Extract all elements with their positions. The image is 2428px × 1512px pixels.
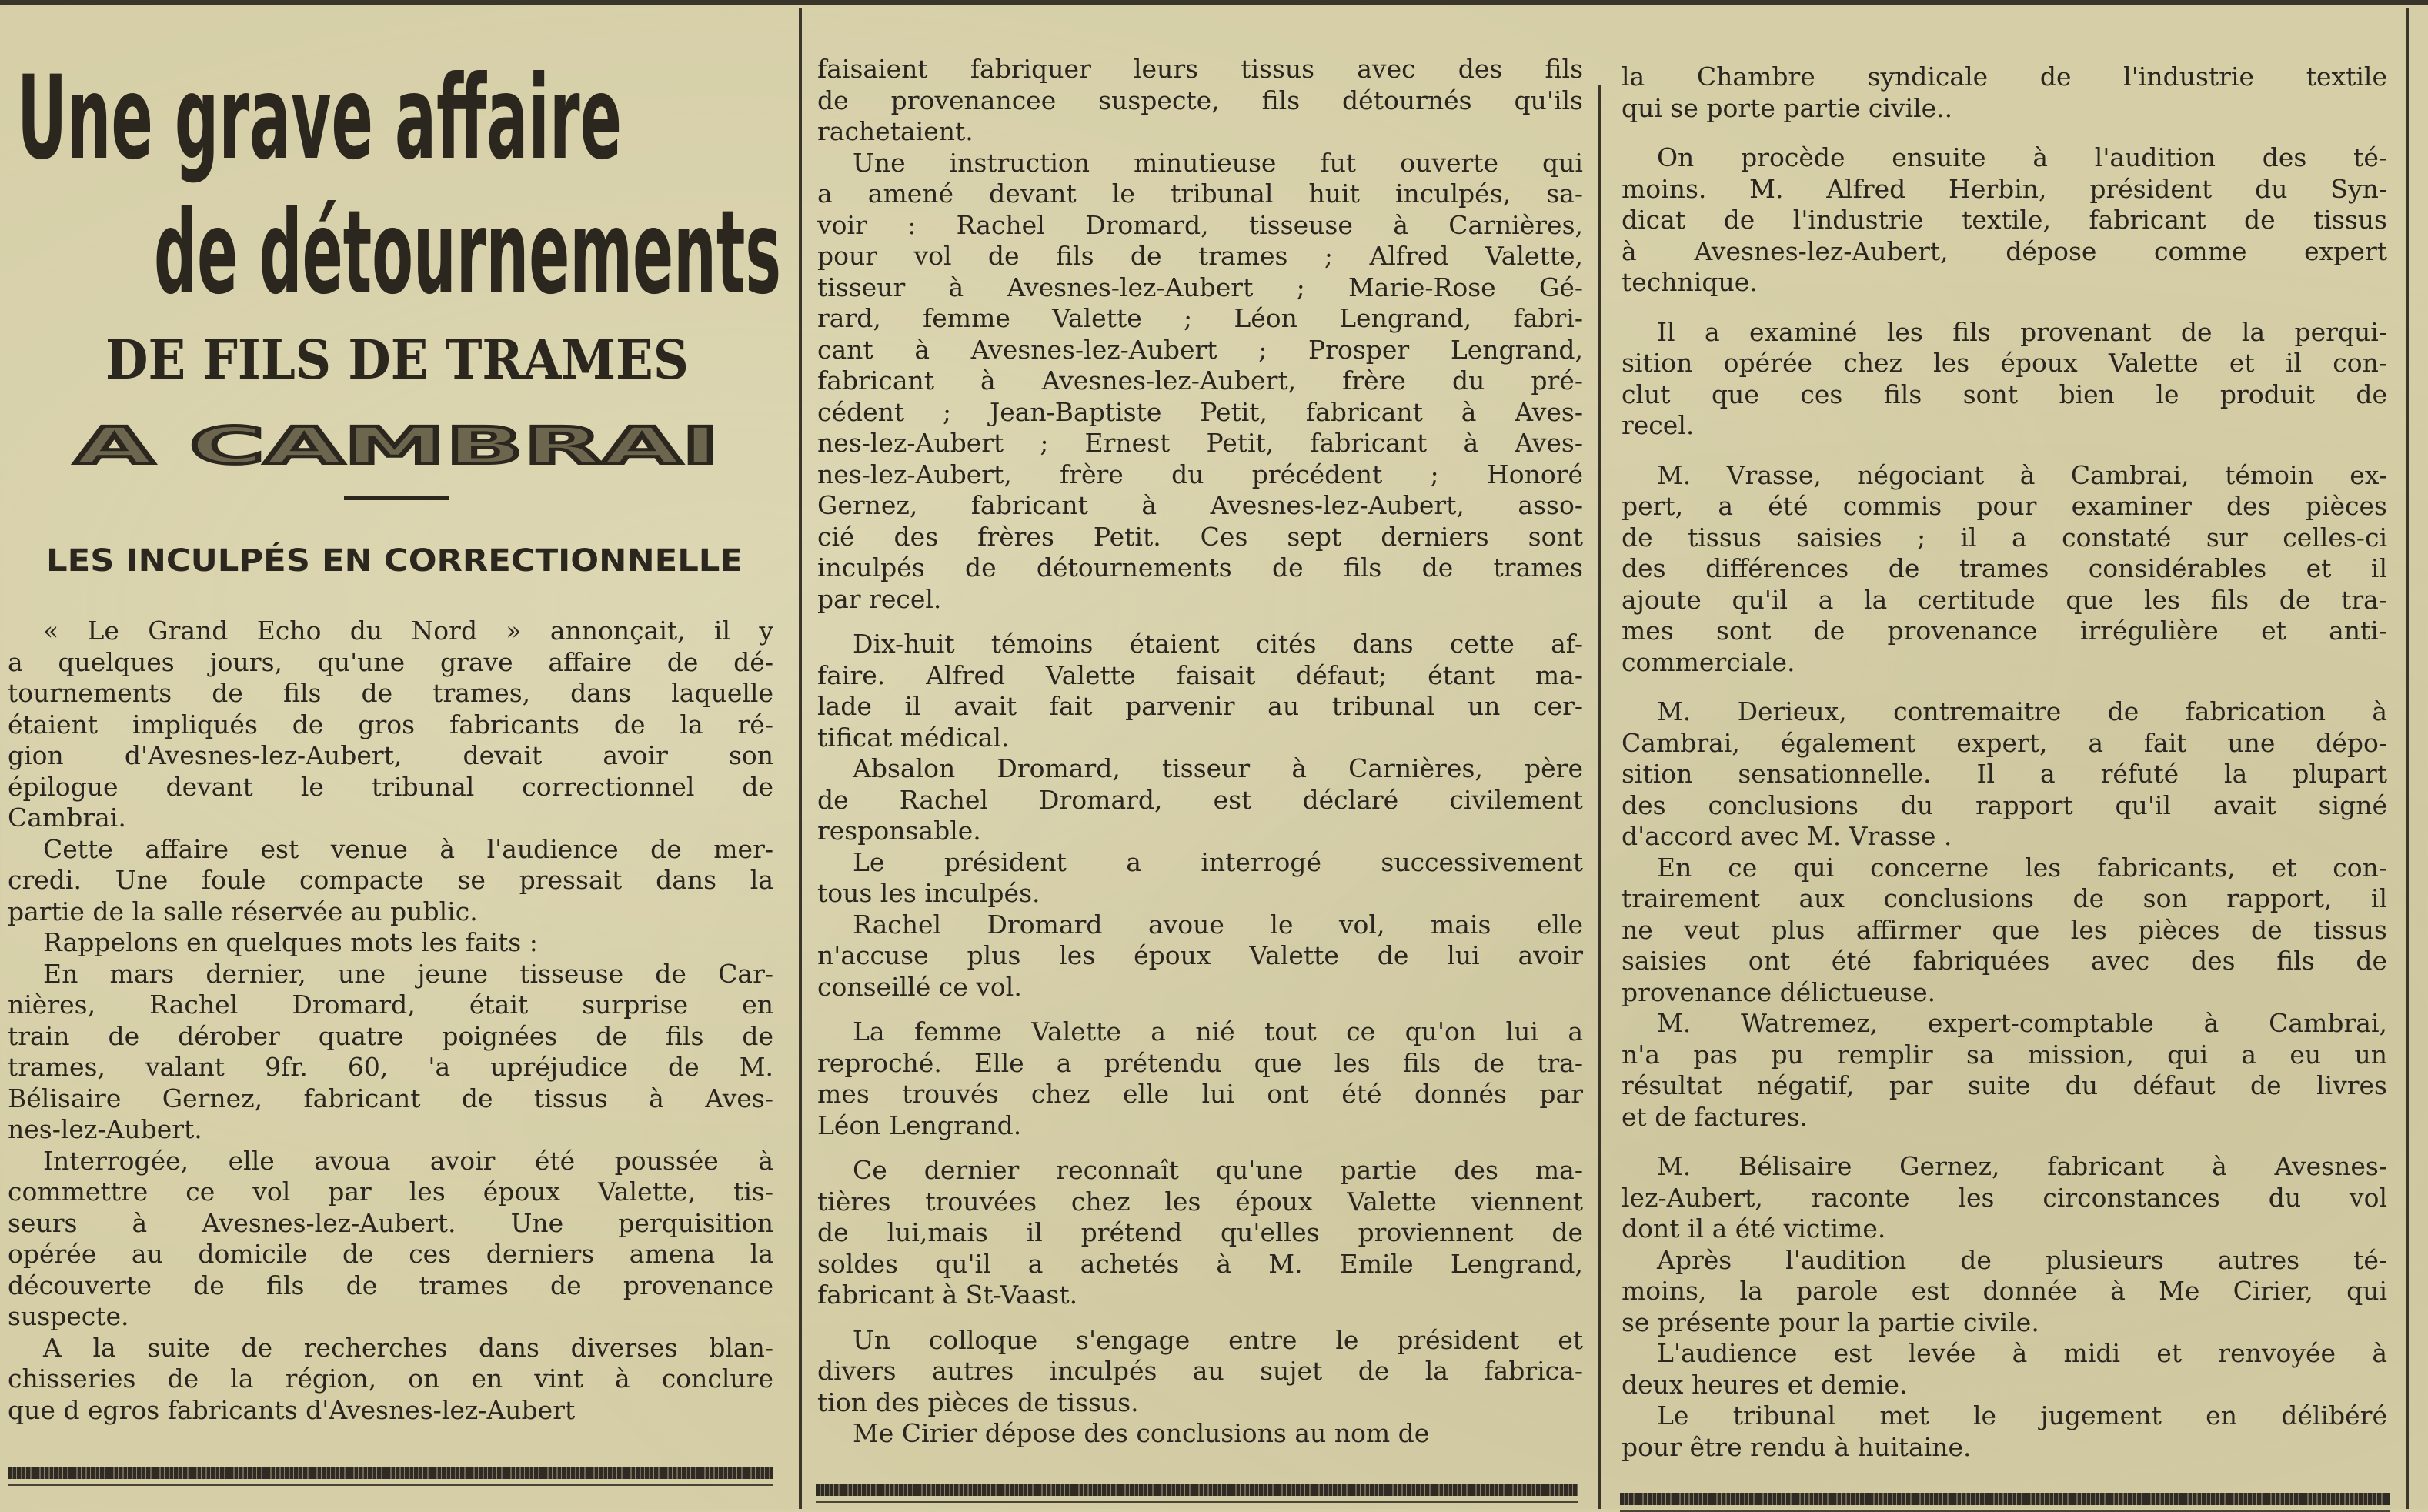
text-line: tournements de fils de trames, dans laquelle — [8, 678, 773, 708]
text-line: pour être rendu à huitaine. — [1621, 1431, 1972, 1462]
column-end-ornament — [8, 1467, 773, 1479]
text-line: à Avesnes-lez-Aubert, dépose comme expert — [1621, 235, 2387, 266]
text-line: En mars dernier, une jeune tisseuse de Car- — [43, 958, 773, 989]
column-divider — [799, 8, 802, 1509]
article-column-1 — [8, 616, 773, 1426]
text-line: Ce dernier reconnaît qu'une partie des ma- — [853, 1155, 1583, 1185]
paragraph — [1621, 62, 2387, 124]
text-line: Le président a interrogé successivement — [853, 846, 1583, 877]
text-line: étaient impliqués de gros fabricants de la ré- — [8, 709, 773, 739]
text-line: se présente pour la partie civile. — [1621, 1307, 2039, 1337]
text-line: soldes qu'il a achetés à M. Emile Lengrand, — [817, 1248, 1583, 1279]
text-line: a amené devant le tribunal huit inculpés, sa- — [817, 179, 1583, 209]
paragraph — [1621, 1338, 2387, 1400]
text-line: Rachel Dromard avoue le vol, mais elle — [853, 909, 1583, 940]
text-line: conseillé ce vol. — [817, 971, 1022, 1002]
text-line: n'a pas pu remplir sa mission, qui a eu un — [1621, 1039, 2387, 1070]
paragraph — [1621, 696, 2387, 853]
text-line: Absalon Dromard, tisseur à Carnières, père — [853, 753, 1583, 783]
text-line: nes-lez-Aubert. — [8, 1114, 202, 1144]
text-line: moins. M. Alfred Herbin, président du Syn- — [1621, 173, 2387, 204]
text-line: L'audience est levée à midi et renvoyée à — [1657, 1338, 2387, 1368]
headline-line-2: de détournements — [154, 186, 781, 320]
text-line: ne veut plus affirmer que les pièces de tissus — [1621, 914, 2387, 945]
text-line: fabricant à Avesnes-lez-Aubert, frère du pré- — [817, 365, 1583, 396]
text-line: technique. — [1621, 267, 1758, 297]
paragraph — [817, 910, 1583, 1003]
text-line: ajoute qu'il a la certitude que les fils de tra- — [1621, 584, 2387, 615]
text-line: de lui,mais il prétend qu'elles proviennent de — [817, 1217, 1583, 1247]
text-line: la Chambre syndicale de l'industrie textile — [1621, 62, 2387, 92]
text-line: opérée au domicile de ces derniers amena la — [8, 1239, 773, 1269]
text-line: La femme Valette a nié tout ce qu'on lui a — [853, 1016, 1583, 1046]
paragraph — [1621, 1151, 2387, 1245]
text-line: M. Derieux, contremaitre de fabrication à — [1657, 696, 2387, 726]
text-line: trames, valant 9fr. 60, 'a upréjudice de M. — [8, 1052, 773, 1082]
paragraph — [817, 1325, 1583, 1419]
paragraph — [1621, 1008, 2387, 1133]
section-heading: LES INCULPÉS EN CORRECTIONNELLE — [46, 543, 690, 579]
text-line: épilogue devant le tribunal correctionnel de — [8, 771, 773, 802]
text-line: Léon Lengrand. — [817, 1110, 1022, 1140]
text-line: d'accord avec M. Vrasse . — [1621, 821, 1952, 851]
paragraph — [8, 927, 773, 959]
text-line: qui se porte partie civile.. — [1621, 92, 1953, 123]
text-line: tous les inculpés. — [817, 878, 1040, 908]
text-line: faire. Alfred Valette faisait défaut; étant ma- — [817, 659, 1583, 690]
text-line: nes-lez-Aubert ; Ernest Petit, fabricant à Aves- — [817, 428, 1583, 458]
text-line: tières trouvées chez les époux Valette viennent — [817, 1186, 1583, 1217]
paragraph — [8, 616, 773, 834]
text-line: rard, femme Valette ; Léon Lengrand, fabri- — [817, 303, 1583, 333]
text-line: « Le Grand Echo du Nord » annonçait, il y — [43, 616, 773, 646]
article-headline-block — [0, 0, 793, 600]
headline-line-1: Une grave affaire — [17, 52, 622, 185]
text-line: M. Bélisaire Gernez, fabricant à Avesnes- — [1657, 1151, 2387, 1181]
text-line: responsable. — [817, 816, 981, 846]
text-line: par recel. — [817, 583, 942, 614]
paragraph — [1621, 460, 2387, 679]
article-column-2 — [817, 54, 1583, 1450]
text-line: A la suite de recherches dans diverses blan- — [43, 1332, 773, 1363]
right-border-rule — [2406, 8, 2409, 1509]
paragraph — [8, 834, 773, 928]
text-line: a quelques jours, qu'une grave affaire de dé- — [8, 646, 773, 677]
text-line: train de dérober quatre poignées de fils de — [8, 1020, 773, 1051]
text-line: dont il a été victime. — [1621, 1213, 1886, 1243]
text-line: suspecte. — [8, 1301, 129, 1331]
text-line: moins, la parole est donnée à Me Cirier, qui — [1621, 1276, 2387, 1306]
column-end-ornament — [816, 1484, 1578, 1496]
paragraph — [817, 148, 1583, 616]
paragraph — [1621, 142, 2387, 299]
text-line: saisies ont été fabriquées avec des fils de — [1621, 946, 2387, 976]
text-line: des différences de trames considérables et il — [1621, 553, 2387, 583]
text-line: Cambrai, également expert, a fait une dépo- — [1621, 727, 2387, 758]
text-line: Une instruction minutieuse fut ouverte qui — [853, 147, 1583, 178]
text-line: cié des frères Petit. Ces sept derniers sont — [817, 521, 1583, 552]
text-line: tion des pièces de tissus. — [817, 1387, 1139, 1417]
text-line: mes sont de provenance irrégulière et anti- — [1621, 616, 2387, 646]
text-line: cant à Avesnes-lez-Aubert ; Prosper Lengrand, — [817, 334, 1583, 365]
text-line: Bélisaire Gernez, fabricant de tissus à Aves- — [8, 1083, 773, 1113]
text-line: que d egros fabricants d'Avesnes-lez-Aubert — [8, 1394, 576, 1425]
text-line: Après l'audition de plusieurs autres té- — [1657, 1244, 2387, 1275]
text-line: fabricant à St-Vaast. — [817, 1280, 1078, 1310]
text-line: seurs à Avesnes-lez-Aubert. Une perquisition — [8, 1207, 773, 1238]
paragraph — [817, 1155, 1583, 1311]
text-line: de Rachel Dromard, est déclaré civilement — [817, 784, 1583, 815]
paragraph — [817, 1016, 1583, 1141]
text-line: En ce qui concerne les fabricants, et con- — [1657, 852, 2387, 883]
text-line: faisaient fabriquer leurs tissus avec des fils — [817, 54, 1583, 84]
text-line: Dix-huit témoins étaient cités dans cette af- — [853, 629, 1583, 659]
text-line: commettre ce vol par les époux Valette, tis- — [8, 1177, 773, 1207]
column-end-ornament — [1620, 1493, 2390, 1505]
text-line: gion d'Avesnes-lez-Aubert, devait avoir son — [8, 740, 773, 770]
text-line: n'accuse plus les époux Valette de lui avoir — [817, 940, 1583, 970]
paragraph — [1621, 1400, 2387, 1463]
text-line: M. Watremez, expert-comptable à Cambrai, — [1657, 1008, 2387, 1038]
text-line: commerciale. — [1621, 646, 1795, 677]
text-line: résultat négatif, par suite du défaut de livres — [1621, 1070, 2387, 1100]
text-line: reproché. Elle a prétendu que les fils de tra- — [817, 1047, 1583, 1078]
text-line: Rappelons en quelques mots les faits : — [43, 927, 538, 957]
text-line: Cette affaire est venue à l'audience de mer- — [43, 833, 773, 864]
paragraph — [817, 847, 1583, 910]
subheadline: DE FILS DE TRAMES — [105, 328, 689, 392]
text-line: mes trouvés chez elle lui ont été donnés par — [817, 1079, 1583, 1109]
text-line: trairement aux conclusions de son rapport, il — [1621, 883, 2387, 913]
text-line: deux heures et demie. — [1621, 1369, 1908, 1400]
text-line: Cambrai. — [8, 803, 126, 833]
text-line: nières, Rachel Dromard, était surprise en — [8, 990, 773, 1020]
paragraph — [8, 959, 773, 1146]
text-line: clut que ces fils sont bien le produit de — [1621, 379, 2387, 409]
text-line: Il a examiné les fils provenant de la perqui- — [1657, 316, 2387, 347]
text-line: sition opérée chez les époux Valette et il con- — [1621, 348, 2387, 378]
text-line: tificat médical. — [817, 722, 1010, 753]
text-line: sition sensationnelle. Il a réfuté la plupart — [1621, 759, 2387, 789]
text-line: divers autres inculpés au sujet de la fabrica- — [817, 1356, 1583, 1386]
headline-divider-rule — [344, 496, 449, 500]
text-line: provenance délictueuse. — [1621, 976, 1936, 1007]
text-line: lez-Aubert, raconte les circonstances du vol — [1621, 1182, 2387, 1213]
text-line: cédent ; Jean-Baptiste Petit, fabricant à Aves- — [817, 396, 1583, 427]
headline-place: A CAMBRAI — [75, 416, 720, 476]
article-column-3 — [1621, 62, 2387, 1463]
text-line: recel. — [1621, 410, 1695, 440]
text-line: M. Vrasse, négociant à Cambrai, témoin ex- — [1657, 459, 2387, 490]
paragraph — [1621, 853, 2387, 1009]
text-line: tisseur à Avesnes-lez-Aubert ; Marie-Rose Gé- — [817, 272, 1583, 302]
paragraph — [817, 753, 1583, 847]
text-line: Un colloque s'engage entre le président et — [853, 1324, 1583, 1355]
text-line: voir : Rachel Dromard, tisseuse à Carnières, — [817, 209, 1583, 240]
paragraph — [8, 1333, 773, 1427]
text-line: de provenancee suspecte, fils détournés qu'ils — [817, 85, 1583, 115]
text-line: Interrogée, elle avoua avoir été poussée à — [43, 1145, 773, 1176]
text-line: découverte de fils de trames de provenance — [8, 1270, 773, 1300]
text-line: et de factures. — [1621, 1101, 1808, 1132]
text-line: de tissus saisies ; il a constaté sur celles-ci — [1621, 522, 2387, 552]
paragraph — [1621, 1245, 2387, 1339]
text-line: dicat de l'industrie textile, fabricant de tissus — [1621, 205, 2387, 235]
paragraph — [1621, 317, 2387, 442]
text-line: inculpés de détournements de fils de trames — [817, 552, 1583, 582]
text-line: Gernez, fabricant à Avesnes-lez-Aubert, asso- — [817, 490, 1583, 520]
text-line: Le tribunal met le jugement en délibéré — [1657, 1400, 2387, 1430]
paragraph — [817, 1418, 1583, 1450]
text-line: Me Cirier dépose des conclusions au nom de — [853, 1418, 1430, 1448]
text-line: rachetaient. — [817, 116, 974, 146]
text-line: lade il avait fait parvenir au tribunal un cer- — [817, 691, 1583, 721]
column-divider — [1598, 85, 1601, 1509]
paragraph — [8, 1146, 773, 1333]
text-line: chisseries de la région, on en vint à conclure — [8, 1363, 773, 1394]
text-line: credi. Une foule compacte se pressait dans la — [8, 865, 773, 895]
text-line: partie de la salle réservée au public. — [8, 896, 478, 926]
text-line: pour vol de fils de trames ; Alfred Valette, — [817, 241, 1583, 271]
text-line: On procède ensuite à l'audition des té- — [1657, 142, 2387, 172]
paragraph — [817, 629, 1583, 753]
text-line: pert, a été commis pour examiner des pièces — [1621, 491, 2387, 521]
text-line: nes-lez-Aubert, frère du précédent ; Honoré — [817, 459, 1583, 489]
text-line: des conclusions du rapport qu'il avait signé — [1621, 789, 2387, 820]
paragraph — [817, 54, 1583, 148]
